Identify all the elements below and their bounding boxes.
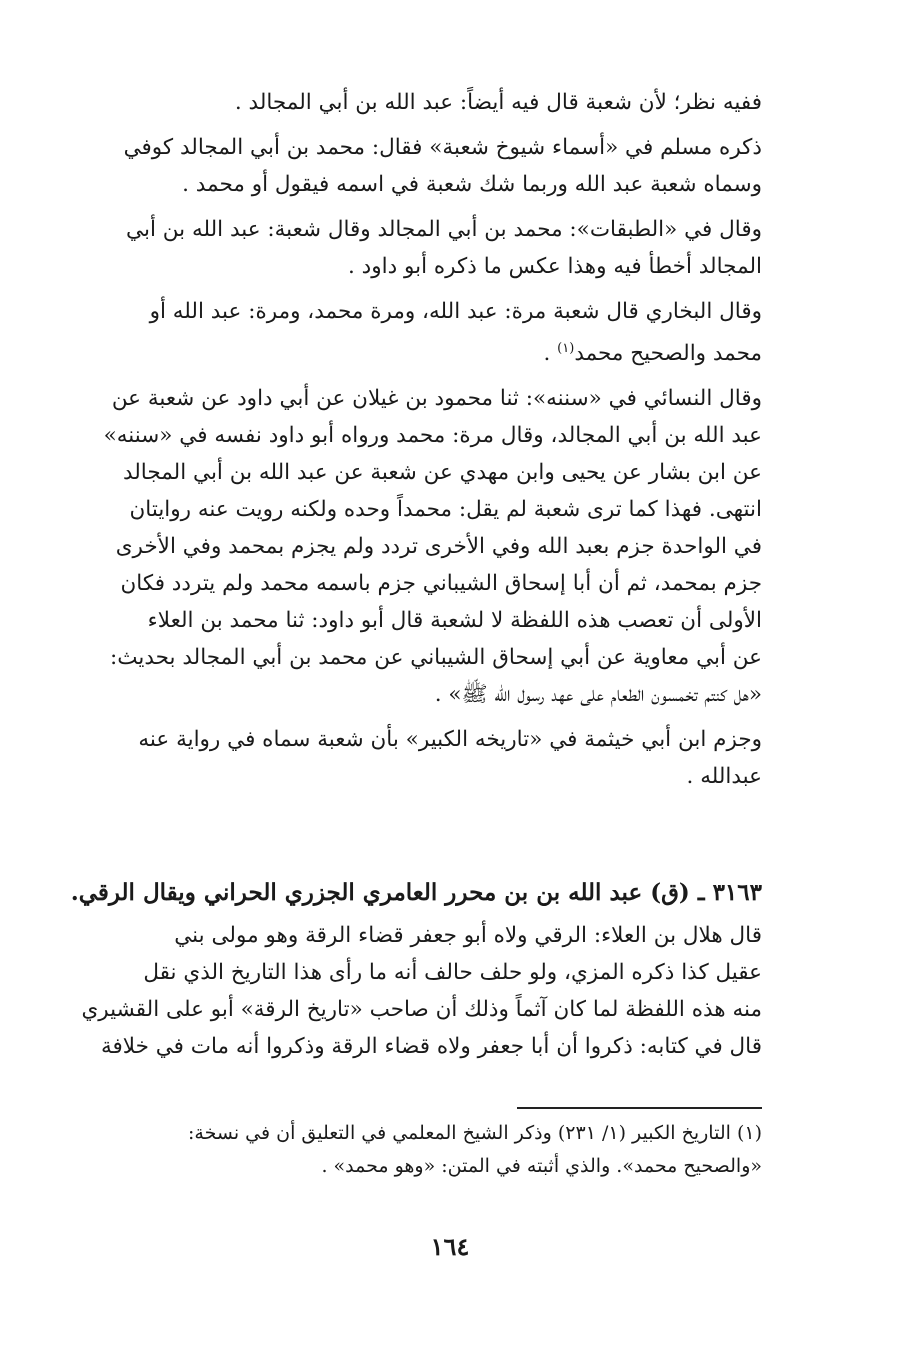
footnote-reference[interactable]: (١) bbox=[557, 341, 575, 356]
text-line: جزم بمحمد، ثم أن أبا إسحاق الشيباني جزم باسمه محمد ولم يتردد فكان bbox=[120, 571, 762, 597]
paragraph-2 bbox=[60, 129, 762, 203]
paragraph-5 bbox=[60, 380, 762, 713]
text-line: المجالد أخطأ فيه وهذا عكس ما ذكره أبو داود . bbox=[348, 254, 762, 279]
text-line: وقال النسائي في «سننه»: ثنا محمود بن غيلان عن أبي داود عن شعبة عن bbox=[111, 386, 762, 412]
footnote-1 bbox=[60, 1117, 762, 1183]
entry-3163 bbox=[60, 873, 762, 1065]
text-line: «هل كنتم تخمسون الطعام على عهد رسول الله ﷺ» . bbox=[434, 682, 762, 708]
text-line: قال في كتابه: ذكروا أن أبا جعفر ولاه قضاء الرقة وذكروا أنه مات في خلافة bbox=[100, 1034, 762, 1059]
footnote-line: «والصحيح محمد». والذي أثبته في المتن: «وهو محمد» . bbox=[321, 1155, 762, 1177]
text-line bbox=[60, 330, 762, 372]
text-line: وسماه شعبة عبد الله وربما شك شعبة في اسمه فيقول أو محمد . bbox=[182, 172, 762, 197]
text-fragment: محمد والصحيح محمد bbox=[574, 341, 762, 367]
footnotes bbox=[60, 1117, 762, 1183]
text-line: الأولى أن تعصب هذه اللفظة لا لشعبة قال أبو داود: ثنا محمد بن العلاء bbox=[147, 608, 762, 634]
paragraph-4 bbox=[60, 293, 762, 372]
text-line: في الواحدة جزم بعبد الله وفي الأخرى تردد ولم يجزم بمحمد وفي الأخرى bbox=[115, 534, 762, 560]
text-line: وجزم ابن أبي خيثمة في «تاريخه الكبير» بأن شعبة سماه في رواية عنه bbox=[138, 727, 762, 753]
paragraph-6 bbox=[60, 721, 762, 795]
text-line: وقال البخاري قال شعبة مرة: عبد الله، ومرة محمد، ومرة: عبد الله أو bbox=[149, 299, 762, 324]
entry-paragraph bbox=[60, 917, 762, 1065]
text-line: عن ابن بشار عن يحيى وابن مهدي عن شعبة عن عبد الله بن أبي المجالد bbox=[122, 460, 762, 486]
text-line: انتهى. فهذا كما ترى شعبة لم يقل: محمداً وحده ولكنه رويت عنه روايتان bbox=[129, 497, 762, 523]
paragraph-3 bbox=[60, 211, 762, 285]
text-line: منه هذه اللفظة لما كان آثماً وذلك أن صاحب «تاريخ الرقة» أبو على القشيري bbox=[81, 997, 762, 1022]
page-number: ١٦٤ bbox=[430, 1232, 470, 1261]
text-line: وقال في «الطبقات»: محمد بن أبي المجالد وقال شعبة: عبد الله بن أبي bbox=[126, 217, 762, 242]
main-text bbox=[60, 84, 762, 795]
text-line: عقيل كذا ذكره المزي، ولو حلف حالف أنه ما رأى هذا التاريخ الذي نقل bbox=[143, 960, 762, 985]
paragraph-1 bbox=[60, 84, 762, 121]
text-line: عبد الله بن أبي المجالد، وقال مرة: محمد ورواه أبو داود نفسه في «سننه» bbox=[103, 423, 762, 449]
heading-line: ٣١٦٣ ـ (ق) عبد الله بن بن محرر العامري الجزري الحراني ويقال الرقي. bbox=[70, 879, 762, 906]
text-line: عن أبي معاوية عن أبي إسحاق الشيباني عن محمد بن أبي المجالد بحديث: bbox=[110, 645, 762, 671]
text-line: ففيه نظر؛ لأن شعبة قال فيه أيضاً: عبد الله بن أبي المجالد . bbox=[234, 90, 762, 115]
text-line: عبدالله . bbox=[686, 764, 762, 790]
text-line: قال هلال بن العلاء: الرقي ولاه أبو جعفر قضاء الرقة وهو مولى بني bbox=[174, 923, 762, 948]
entry-heading bbox=[60, 873, 762, 913]
text-fragment: . bbox=[543, 341, 558, 367]
footnote-separator bbox=[517, 1107, 762, 1109]
footnote-line: (١) التاريخ الكبير (١/ ٢٣١) وذكر الشيخ المعلمي في التعليق أن في نسخة: bbox=[188, 1122, 762, 1144]
text-line: ذكره مسلم في «أسماء شيوخ شعبة» فقال: محمد بن أبي المجالد كوفي bbox=[123, 135, 762, 160]
